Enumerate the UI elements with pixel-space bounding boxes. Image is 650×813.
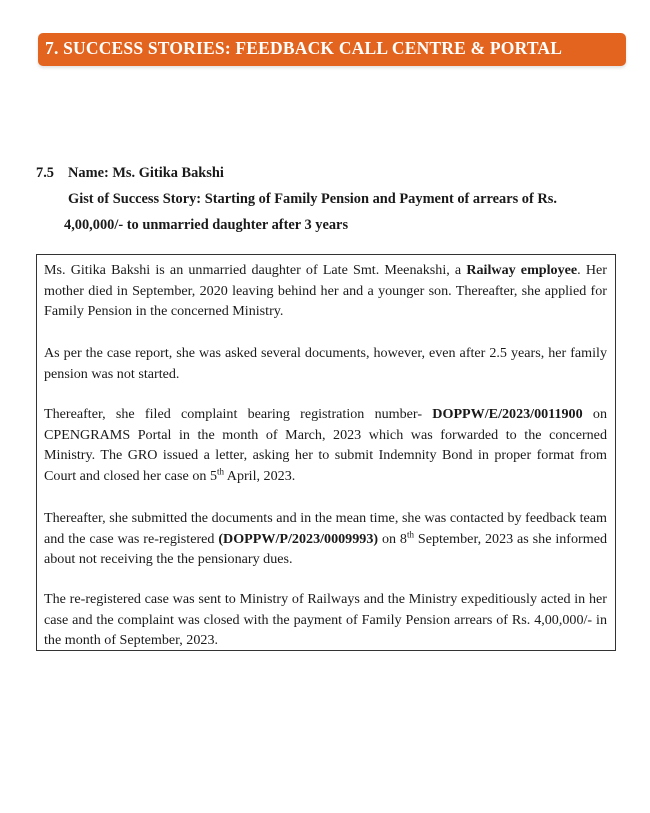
- story-gist-line2: 4,00,000/- to unmarried daughter after 3 years: [64, 217, 349, 233]
- p4-text-c: on 8: [378, 530, 407, 547]
- p1-bold: Railway employee: [466, 262, 578, 278]
- section-title: 7. SUCCESS STORIES: FEEDBACK CALL CENTRE & PORTAL: [45, 38, 563, 58]
- section-banner: [38, 33, 626, 66]
- p1-text-c: . Her mother died in September, 2020 leaving behind her and a younger son. Thereafter, she applied for Family Pension in the concerned Ministry.: [44, 262, 607, 319]
- story-paragraph-2: As per the case report, she was asked several documents, however, even after 2.5 years, her family pension was not started.: [44, 345, 607, 382]
- p4-registration-number: (DOPPW/P/2023/0009993): [218, 530, 379, 547]
- story-paragraph-4: [44, 508, 607, 570]
- story-gist-line1: Gist of Success Story: Starting of Family Pension and Payment of arrears of Rs.: [68, 191, 557, 207]
- story-name-line: [36, 160, 616, 186]
- story-paragraph-5: The re-registered case was sent to Ministry of Railways and the Ministry expeditiously acted in her case and the complaint was closed with the payment of Family Pension arrears of Rs. 4,00,000/- in the month of September, 2023.: [44, 591, 607, 648]
- p3-sup: th: [217, 465, 225, 476]
- story-paragraph-3: [44, 404, 607, 486]
- p1-text-a: Ms. Gitika Bakshi is an unmarried daughter of Late Smt. Meenakshi, a: [44, 262, 467, 278]
- story-name: Name: Ms. Gitika Bakshi: [68, 165, 224, 181]
- p3-text-a: Thereafter, she filed complaint bearing registration number-: [44, 406, 433, 422]
- p3-text-c: on CPENGRAMS Portal in the month of March, 2023 which was forwarded to the concerned Ministry. The GRO issued a letter, asking her to submit Indemnity Bond in proper format from Court and closed her case on 5: [44, 406, 607, 484]
- story-heading: [36, 160, 616, 238]
- story-number: 7.5: [36, 165, 54, 181]
- p4-text-a: Thereafter, she submitted the documents and in the mean time, she was contacted by feedback team and the case was re-registered: [44, 510, 607, 547]
- p3-registration-number: DOPPW/E/2023/0011900: [432, 406, 583, 422]
- story-box: [36, 254, 616, 651]
- p4-text-d: September, 2023 as she informed about not receiving the the pensionary dues.: [44, 530, 607, 567]
- story-paragraph-1: [44, 260, 607, 322]
- p4-sup: th: [406, 528, 414, 539]
- p3-text-d: April, 2023.: [224, 467, 296, 484]
